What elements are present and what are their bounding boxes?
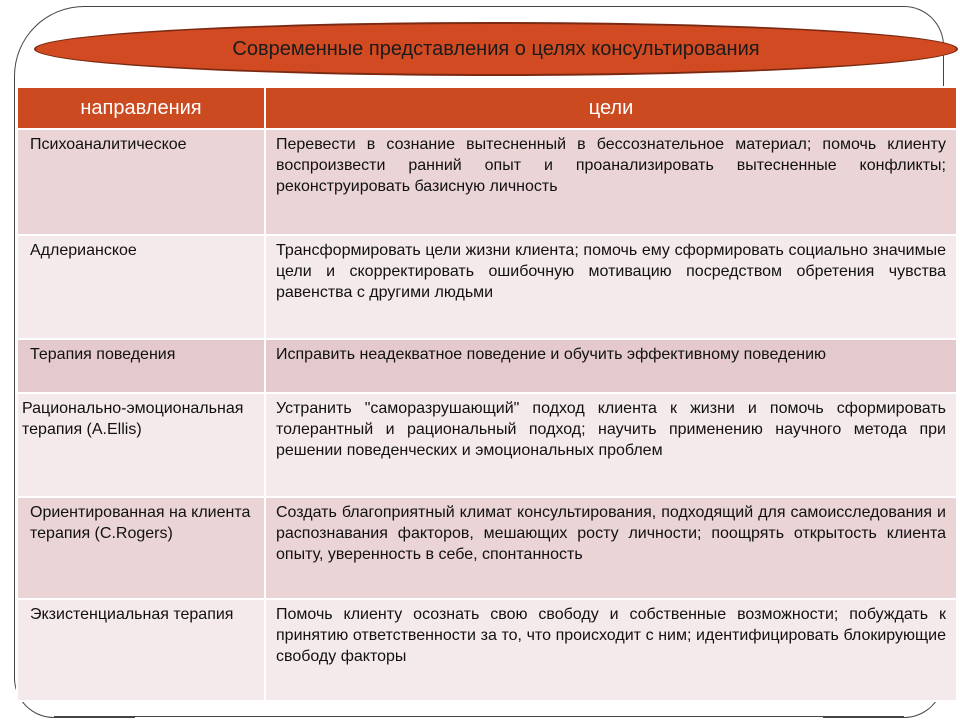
table-row [17,235,957,339]
direction-cell: Психоаналитическое [17,129,265,235]
goal-cell: Создать благоприятный климат консультирования, подходящий для самоисследования и распознавания факторов, мешающих росту личности; поощрять открытость клиента опыту, уверенность в себе, спонтанность [265,497,957,599]
direction-cell: Рационально-эмоциональная терапия (A.Ellis) [17,393,265,497]
table-row [17,497,957,599]
direction-cell: Терапия поведения [17,339,265,393]
goals-table [16,86,958,702]
slide-title [34,22,958,76]
table-row [17,599,957,701]
frame-border-top [84,6,874,7]
goal-cell: Помочь клиенту осознать свою свободу и собственные возможности; побуждать к принятию ответственности за то, что происходит с ним; идентифицировать блокирующие свободу факторы [265,599,957,701]
goal-cell: Трансформировать цели жизни клиента; помочь ему сформировать социально значимые цели и скорректировать ошибочную мотивацию посредством обретения чувства равенства с другими людьми [265,235,957,339]
slide-title-text: Современные представления о целях консультирования [232,37,760,60]
goal-cell: Исправить неадекватное поведение и обучить эффективному поведению [265,339,957,393]
frame-border-bottom [54,716,904,717]
direction-cell: Адлерианское [17,235,265,339]
table-header-row [17,87,957,129]
goal-cell: Перевести в сознание вытесненный в бессознательное материал; помочь клиенту воспроизвести ранний опыт и проанализировать вытесненные конфликты; реконструировать базисную личность [265,129,957,235]
goal-cell: Устранить "саморазрушающий" подход клиента к жизни и помочь сформировать толерантный и рациональный подход; научить применению научного метода при решении поведенческих и эмоциональных проблем [265,393,957,497]
table-row [17,339,957,393]
direction-cell: Ориентированная на клиента терапия (C.Rogers) [17,497,265,599]
direction-cell: Экзистенциальная терапия [17,599,265,701]
table-row [17,393,957,497]
header-directions: направления [17,87,265,129]
header-goals: цели [265,87,957,129]
table-row [17,129,957,235]
